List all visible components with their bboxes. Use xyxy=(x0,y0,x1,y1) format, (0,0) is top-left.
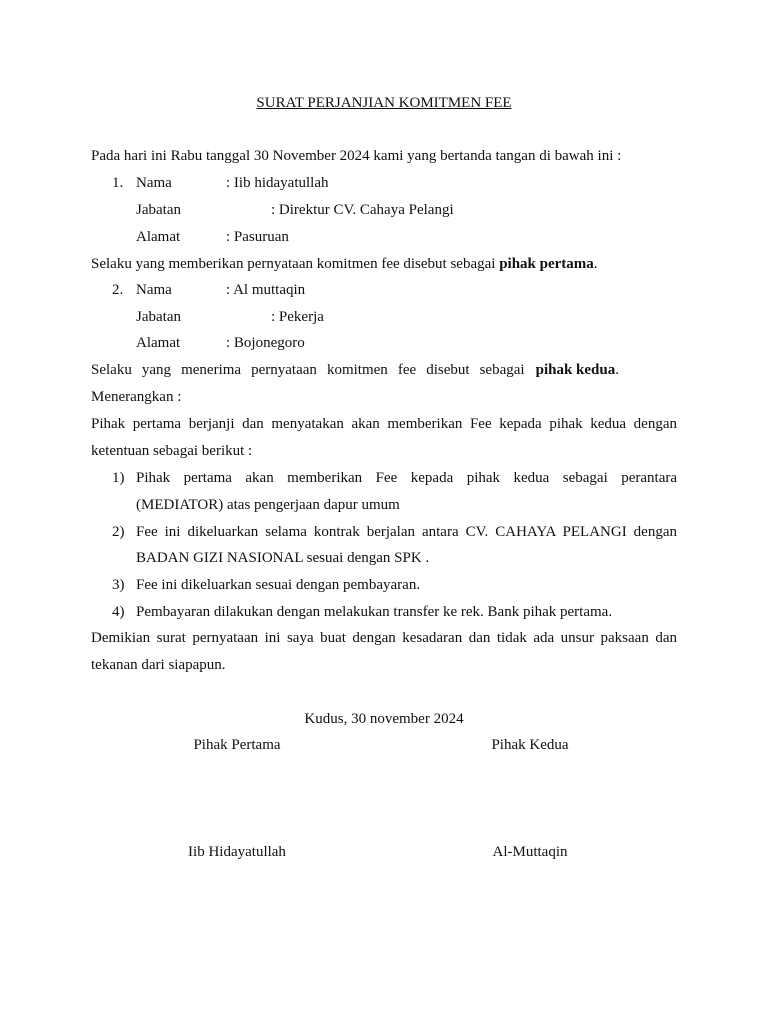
party1-jabatan-value: : Direktur CV. Cahaya Pelangi xyxy=(271,202,454,218)
party1-nama-value: : Iib hidayatullah xyxy=(226,175,329,191)
party2-alamat-label: Alamat xyxy=(136,335,181,351)
party2-number: 2. xyxy=(112,282,124,298)
closing-paragraph-line1: Demikian surat pernyataan ini saya buat dengan kesadaran dan tidak ada unsur paksaan dan xyxy=(91,630,677,646)
term-text-line1: Fee ini dikeluarkan selama kontrak berjalan antara CV. CAHAYA PELANGI dengan xyxy=(136,524,677,540)
term-text-line2: (MEDIATOR) atas pengerjaan dapur umum xyxy=(136,497,400,513)
term-number: 1) xyxy=(112,470,125,486)
statement-word: disebut xyxy=(426,362,470,378)
signature-name-first: Iib Hidayatullah xyxy=(188,844,286,860)
statement-word: yang xyxy=(141,362,172,378)
party1-number: 1. xyxy=(112,175,124,191)
signature-label-second: Pihak Kedua xyxy=(491,737,569,753)
party2-nama-label: Nama xyxy=(136,282,172,298)
statement-word: Selaku xyxy=(91,362,132,378)
party2-nama-value: : Al muttaqin xyxy=(226,282,306,298)
party2-role: pihak kedua xyxy=(535,362,616,378)
body-paragraph-line2: ketentuan sebagai berikut : xyxy=(91,443,253,459)
party1-jabatan-label: Jabatan xyxy=(136,202,181,218)
party1-alamat-value: : Pasuruan xyxy=(226,229,289,245)
party2-statement-text xyxy=(91,361,536,379)
intro-paragraph: Pada hari ini Rabu tanggal 30 November 2024 kami yang bertanda tangan di bawah ini : xyxy=(91,148,622,164)
menerangkan-label: Menerangkan : xyxy=(91,389,182,405)
document-title: SURAT PERJANJIAN KOMITMEN FEE xyxy=(256,95,512,111)
statement-word: komitmen xyxy=(326,362,388,378)
statement-word: menerima xyxy=(181,362,242,378)
party1-statement-end: . xyxy=(593,256,598,272)
signature-label-first: Pihak Pertama xyxy=(193,737,281,753)
party1-statement-text: Selaku yang memberikan pernyataan komitmen fee disebut sebagai xyxy=(91,256,496,272)
party1-role: pihak pertama xyxy=(499,256,594,272)
party1-nama-label: Nama xyxy=(136,175,172,191)
term-text-line1: Pembayaran dilakukan dengan melakukan transfer ke rek. Bank pihak pertama. xyxy=(136,604,613,620)
party1-alamat-label: Alamat xyxy=(136,229,181,245)
statement-word: fee xyxy=(397,362,417,378)
place-date: Kudus, 30 november 2024 xyxy=(304,711,464,727)
party1-statement xyxy=(91,255,598,273)
party2-alamat-value: : Bojonegoro xyxy=(226,335,305,351)
party2-jabatan-label: Jabatan xyxy=(136,309,181,325)
term-number: 4) xyxy=(112,604,125,620)
signature-name-second: Al-Muttaqin xyxy=(492,844,568,860)
statement-word: sebagai xyxy=(479,362,525,378)
party2-jabatan-value: : Pekerja xyxy=(271,309,324,325)
term-text-line1: Pihak pertama akan memberikan Fee kepada pihak kedua sebagai perantara xyxy=(136,470,677,486)
body-paragraph-line1: Pihak pertama berjanji dan menyatakan akan memberikan Fee kepada pihak kedua dengan xyxy=(91,416,677,432)
term-number: 3) xyxy=(112,577,125,593)
term-text-line2: BADAN GIZI NASIONAL sesuai dengan SPK . xyxy=(136,550,430,566)
term-text-line1: Fee ini dikeluarkan sesuai dengan pembayaran. xyxy=(136,577,421,593)
term-number: 2) xyxy=(112,524,125,540)
statement-word: pernyataan xyxy=(251,362,317,378)
party2-statement xyxy=(91,361,619,379)
party2-statement-end: . xyxy=(615,362,619,378)
closing-paragraph-line2: tekanan dari siapapun. xyxy=(91,657,226,673)
